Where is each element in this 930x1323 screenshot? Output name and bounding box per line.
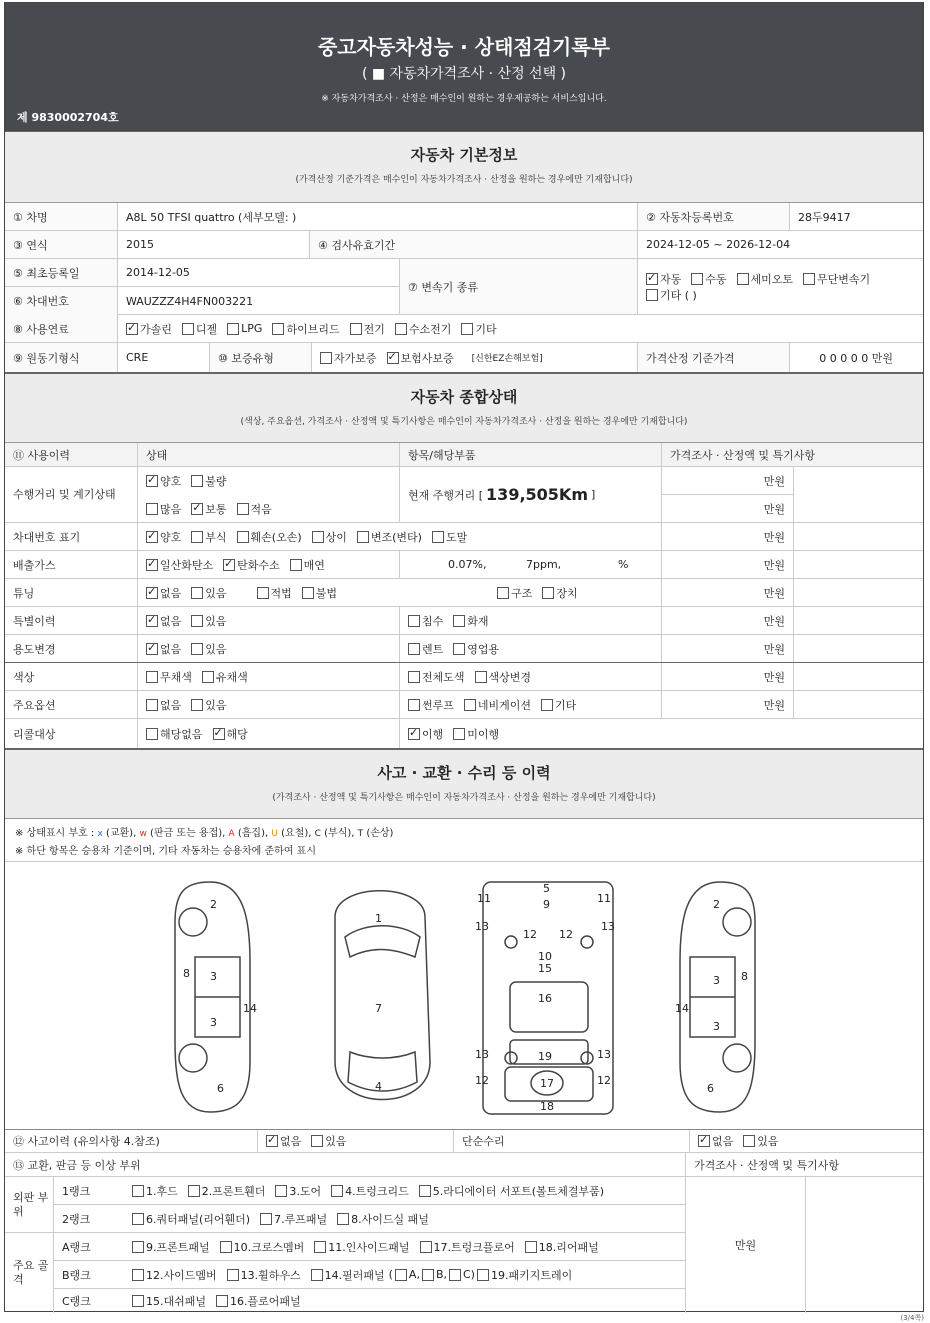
- row-first-reg: [5, 259, 923, 315]
- tuning-structure[interactable]: 구조: [497, 585, 532, 601]
- car-diagram: [5, 861, 923, 1129]
- special-row: [5, 607, 923, 635]
- status-section-header: [5, 373, 923, 443]
- tuning-device[interactable]: 장치: [542, 585, 577, 601]
- status-title: 자동차 종합상태: [410, 388, 518, 406]
- note-cell: [793, 579, 923, 606]
- repair-label: 단순수리: [453, 1130, 689, 1152]
- passenger-note: ※ 하단 항목은 승용차 기준이며, 기타 자동차는 승용차에 준하여 표시: [15, 846, 316, 857]
- usage-options: [137, 635, 399, 662]
- document-header: [5, 3, 923, 131]
- legend-sym-scratch: A: [228, 829, 235, 839]
- legend-sym-damage: T: [357, 829, 364, 839]
- fuel-label: ⑧ 사용연료: [5, 315, 117, 342]
- part-label-14: 14: [243, 1002, 257, 1015]
- vin-damage[interactable]: 훼손(오손): [237, 529, 302, 545]
- accident-history-row: [5, 1129, 923, 1153]
- warranty-options: [311, 343, 637, 372]
- usage-row: [5, 635, 923, 663]
- pillar-c[interactable]: C): [449, 1268, 475, 1281]
- tuning-none[interactable]: ✓ 없음: [146, 585, 181, 601]
- tuning-legal[interactable]: 적법: [257, 585, 292, 601]
- rankA-trunkfloor[interactable]: 17.트렁크플로어: [420, 1239, 515, 1255]
- vin-mark-options: [137, 523, 661, 550]
- rankB-label: B랭크: [62, 1268, 91, 1282]
- part-label-3a: 3: [210, 970, 217, 983]
- emission-co[interactable]: ✓ 일산화탄소: [146, 557, 213, 573]
- status-subtitle: (색상, 주요옵션, 가격조사 · 산정액 및 특기사항은 매수인이 자동차가격조사 · 산정을 원하는 경우에만 기재합니다): [240, 417, 688, 427]
- level-high[interactable]: 많음: [146, 501, 181, 517]
- part-label-5: 5: [543, 882, 550, 895]
- mileage-row: [5, 467, 923, 523]
- unit: 만원: [661, 635, 793, 662]
- options-options: [137, 691, 399, 718]
- emission-row: [5, 551, 923, 579]
- part-label-11b: 11: [597, 892, 611, 905]
- part-label-7: 7: [375, 1002, 382, 1015]
- parts-table: [5, 1177, 923, 1313]
- warranty-self[interactable]: 자가보증: [320, 350, 377, 366]
- recall-row: [5, 719, 923, 749]
- first-reg-label: ⑤ 최초등록일: [5, 259, 117, 287]
- options-other[interactable]: 기타: [541, 697, 576, 713]
- special-yes[interactable]: 있음: [191, 613, 226, 629]
- rankA-label: A랭크: [62, 1240, 91, 1254]
- emission-label: 배출가스: [13, 558, 56, 572]
- part-label-13d: 13: [597, 1048, 611, 1061]
- part-label-2r: 2: [713, 898, 720, 911]
- vin-mark-label: 차대번호 표기: [13, 530, 81, 544]
- inspect-label: ④ 검사유효기간: [309, 231, 637, 258]
- usage-rent[interactable]: 렌트: [408, 641, 443, 657]
- vin-diff[interactable]: 상이: [312, 529, 347, 545]
- unit: 만원: [661, 495, 793, 523]
- part-label-15: 15: [538, 962, 552, 975]
- rankB-row: B랭크 12.사이드멤버 13.휠하우스 14.필러패널 ( A, B, C) 19.패키지트레이: [53, 1261, 685, 1289]
- color-achromatic[interactable]: 무채색: [146, 669, 192, 685]
- trans-options: [637, 259, 923, 314]
- special-label: 특별이력: [13, 614, 56, 628]
- parts-note: [805, 1177, 923, 1313]
- part-label-10: 10: [538, 950, 552, 963]
- accident-title: 사고 · 교환 · 수리 등 이력: [377, 764, 551, 782]
- part-label-8r: 8: [741, 970, 748, 983]
- part-label-17: 17: [540, 1077, 554, 1090]
- row-year: [5, 231, 923, 259]
- rankC-row: [53, 1289, 685, 1313]
- parts-price-label: 가격조사 · 산정액 및 특기사항: [685, 1153, 923, 1176]
- tuning-options: [137, 579, 661, 606]
- note-cell: [793, 691, 923, 718]
- part-label-12a: 12: [523, 928, 537, 941]
- page-mark: (3/4쪽): [900, 1314, 924, 1322]
- tuning-row: [5, 579, 923, 607]
- part-label-12d: 12: [597, 1074, 611, 1087]
- options-label: 주요옵션: [13, 698, 56, 712]
- rankB-pillar[interactable]: 14.필러패널: [311, 1267, 385, 1283]
- mileage-gauge: [137, 467, 399, 495]
- rankA-cross[interactable]: 10.크로스멤버: [220, 1239, 305, 1255]
- level-normal[interactable]: ✓ 보통: [191, 501, 226, 517]
- color-types: [399, 663, 661, 690]
- fuel-hybrid[interactable]: 하이브리드: [272, 321, 339, 337]
- trans-auto[interactable]: ✓ 자동: [646, 271, 681, 287]
- trans-label: ⑦ 변속기 종류: [399, 259, 637, 314]
- rankB-sidemember[interactable]: 12.사이드멤버: [132, 1267, 217, 1283]
- special-types: [399, 607, 661, 634]
- accident-section-header: [5, 749, 923, 819]
- rank2-quarter[interactable]: 6.쿼터패널(리어휀더): [132, 1211, 250, 1227]
- fuel-other[interactable]: 기타: [461, 321, 496, 337]
- usage-none[interactable]: ✓ 없음: [146, 641, 181, 657]
- special-fire[interactable]: 화재: [453, 613, 488, 629]
- row-car-name: [5, 203, 923, 231]
- note-cell: [793, 551, 923, 578]
- vin-alter[interactable]: 변조(변타): [357, 529, 422, 545]
- tuning-yes[interactable]: 있음: [191, 585, 226, 601]
- gauge-bad[interactable]: 불량: [191, 473, 226, 489]
- rank1-fender[interactable]: 2.프론트휀더: [188, 1183, 266, 1199]
- recall-label: 리콜대상: [13, 727, 56, 741]
- color-full-paint[interactable]: 전체도색: [408, 669, 465, 685]
- row-fuel: [5, 315, 923, 343]
- parts-label: ⑬ 교환, 판금 등 이상 부위: [13, 1158, 141, 1172]
- rank1-trunk[interactable]: 4.트렁크리드: [331, 1183, 409, 1199]
- vin-label: ⑥ 차대번호: [5, 287, 117, 315]
- rank1-row: [53, 1177, 685, 1205]
- rankC-dash[interactable]: 15.대쉬패널: [132, 1293, 206, 1309]
- inspect-value: 2024-12-05 ~ 2026-12-04: [637, 231, 923, 258]
- document-number: 제 9830002704호: [17, 111, 119, 124]
- col-item: 항목/해당부품: [399, 443, 661, 466]
- part-label-1: 1: [375, 912, 382, 925]
- note-cell: [793, 663, 923, 690]
- rankA-front[interactable]: 9.프론트패널: [132, 1239, 210, 1255]
- fuel-hydrogen[interactable]: 수소전기: [395, 321, 452, 337]
- rankC-floor[interactable]: 16.플로어패널: [216, 1293, 301, 1309]
- fuel-options: [117, 315, 923, 342]
- status-header-row: [5, 443, 923, 467]
- rankA-rear[interactable]: 18.리어패널: [525, 1239, 599, 1255]
- pillar-a[interactable]: A,: [395, 1268, 420, 1281]
- vin-smear[interactable]: 도말: [432, 529, 467, 545]
- col-state: 상태: [137, 443, 399, 466]
- recall-applicable[interactable]: ✓ 해당: [213, 726, 248, 742]
- part-label-6r: 6: [707, 1082, 714, 1095]
- repair-options: [689, 1130, 923, 1152]
- reg-no-label: ② 자동차등록번호: [637, 203, 789, 230]
- options-types: [399, 691, 661, 718]
- part-label-6: 6: [217, 1082, 224, 1095]
- rankA-inside[interactable]: 11.인사이드패널: [314, 1239, 409, 1255]
- first-reg-value: 2014-12-05: [117, 259, 399, 287]
- recall-options: [137, 719, 399, 748]
- emission-options: [137, 551, 399, 578]
- insurer-name: [신한EZ손해보험]: [471, 354, 543, 364]
- price-label: 가격산정 기준가격: [637, 343, 789, 372]
- rank1-radiator[interactable]: 5.라디에이터 서포트(볼트체결부품): [419, 1183, 604, 1199]
- note-cell: [793, 607, 923, 634]
- legend-sym-exchange: x: [97, 829, 103, 839]
- color-row: [5, 663, 923, 691]
- fuel-lpg[interactable]: LPG: [227, 322, 262, 335]
- unit: 만원: [661, 551, 793, 578]
- part-label-12c: 12: [475, 1074, 489, 1087]
- accident-subtitle: (가격조사 · 산정액 및 특기사항은 매수인이 자동차가격조사 · 산정을 원하는 경우에만 기재합니다): [272, 793, 656, 803]
- part-label-13a: 13: [475, 920, 489, 933]
- unit: 만원: [661, 607, 793, 634]
- options-sunroof[interactable]: 썬루프: [408, 697, 454, 713]
- special-options: [137, 607, 399, 634]
- warranty-label: ⑩ 보증유형: [209, 343, 311, 372]
- service-notice: ※ 자동차가격조사 · 산정은 매수인이 원하는 경우제공하는 서비스입니다.: [321, 94, 607, 104]
- usage-label: 용도변경: [13, 642, 56, 656]
- color-change[interactable]: 색상변경: [475, 669, 532, 685]
- repair-yes[interactable]: 있음: [743, 1133, 778, 1149]
- outer-label: 외판 부위: [5, 1177, 53, 1233]
- options-yes[interactable]: 있음: [191, 697, 226, 713]
- usage-types: [399, 635, 661, 662]
- rankB-wheelhouse[interactable]: 13.휠하우스: [227, 1267, 301, 1283]
- recall-not-done[interactable]: 미이행: [453, 726, 499, 742]
- recall-none[interactable]: 해당없음: [146, 726, 203, 742]
- basic-info-subtitle: (가격산정 기준가격은 매수인이 자동차가격조사 · 산정을 원하는 경우에만 기재합니다): [295, 175, 633, 185]
- fuel-electric[interactable]: 전기: [350, 321, 385, 337]
- part-label-8: 8: [183, 967, 190, 980]
- price-value: 0 0 0 0 0 만원: [789, 343, 923, 372]
- vin-good[interactable]: ✓ 양호: [146, 529, 181, 545]
- rank2-label: 2랭크: [62, 1212, 91, 1226]
- year-label: ③ 연식: [5, 231, 117, 258]
- document-title: 중고자동차성능 · 상태점검기록부: [317, 35, 610, 59]
- part-label-13c: 13: [475, 1048, 489, 1061]
- parts-unit: 만원: [685, 1177, 805, 1313]
- trans-semi[interactable]: 세미오토: [737, 271, 794, 287]
- history-none[interactable]: ✓ 없음: [266, 1133, 301, 1149]
- history-yes[interactable]: 있음: [311, 1133, 346, 1149]
- engine-value: CRE: [117, 343, 209, 372]
- rank1-label: 1랭크: [62, 1184, 91, 1198]
- basic-info-title: 자동차 기본정보: [410, 146, 518, 164]
- special-flood[interactable]: 침수: [408, 613, 443, 629]
- unit: 만원: [661, 691, 793, 718]
- part-label-3b: 3: [210, 1016, 217, 1029]
- tuning-label: 튜닝: [13, 586, 35, 600]
- unit: 만원: [661, 663, 793, 690]
- special-none[interactable]: ✓ 없음: [146, 613, 181, 629]
- trans-manual[interactable]: 수동: [691, 271, 726, 287]
- fuel-gasoline[interactable]: ✓ 가솔린: [126, 321, 172, 337]
- part-label-9: 9: [543, 898, 550, 911]
- col-price: 가격조사 · 산정액 및 특기사항: [661, 443, 923, 466]
- car-parts-diagram: [5, 862, 923, 1130]
- history-options: [257, 1130, 453, 1152]
- part-label-12b: 12: [559, 928, 573, 941]
- part-label-4: 4: [375, 1080, 382, 1093]
- vin-value: WAUZZZ4H4FN003221: [117, 287, 399, 315]
- options-row: [5, 691, 923, 719]
- unit: 만원: [661, 523, 793, 550]
- parts-header-row: [5, 1153, 923, 1177]
- car-name-value: A8L 50 TFSI quattro (세부모델: ): [117, 203, 637, 230]
- color-label: 색상: [13, 670, 35, 684]
- fuel-diesel[interactable]: 디젤: [182, 321, 217, 337]
- usage-business[interactable]: 영업용: [453, 641, 499, 657]
- recall-types: [399, 719, 923, 748]
- year-value: 2015: [117, 231, 309, 258]
- gauge-good[interactable]: ✓ 양호: [146, 473, 181, 489]
- part-label-18: 18: [540, 1100, 554, 1113]
- car-name-label: ① 차명: [5, 203, 117, 230]
- part-label-3c: 3: [713, 974, 720, 987]
- level-low[interactable]: 적음: [237, 501, 272, 517]
- legend-sym-rust: C: [314, 829, 321, 839]
- part-label-14r: 14: [675, 1002, 689, 1015]
- rank2-sidesill[interactable]: 8.사이드실 패널: [337, 1211, 429, 1227]
- recall-done[interactable]: ✓ 이행: [408, 726, 443, 742]
- pillar-b[interactable]: B,: [422, 1268, 447, 1281]
- emission-values: 0.07%, 7ppm, %: [399, 551, 661, 578]
- main-label: 주요 골격: [13, 1259, 49, 1286]
- mileage-level: [137, 495, 399, 523]
- part-label-13b: 13: [601, 920, 615, 933]
- part-label-3d: 3: [713, 1020, 720, 1033]
- col-history: ⑪ 사용이력: [13, 448, 71, 462]
- mileage-label: 수행거리 및 계기상태: [13, 487, 116, 501]
- vin-rust[interactable]: 부식: [191, 529, 226, 545]
- legend-sym-dent: U: [271, 829, 278, 839]
- usage-yes[interactable]: 있음: [191, 641, 226, 657]
- row-engine: [5, 343, 923, 373]
- unit: 만원: [661, 579, 793, 606]
- basic-info-section-header: [5, 131, 923, 203]
- legend-sym-weld: w: [139, 829, 147, 839]
- part-label-16: 16: [538, 992, 552, 1005]
- rank2-row: [53, 1205, 685, 1233]
- engine-label: ⑨ 원동기형식: [5, 343, 117, 372]
- rankB-package[interactable]: 19.패키지트레이: [477, 1267, 572, 1283]
- part-label-2: 2: [210, 898, 217, 911]
- history-label: ⑫ 사고이력 (유의사항 4.참조): [13, 1135, 160, 1148]
- trans-other[interactable]: 기타 ( ): [646, 287, 697, 303]
- part-label-11a: 11: [477, 892, 491, 905]
- emission-smoke[interactable]: 매연: [290, 557, 325, 573]
- rank2-roof[interactable]: 7.루프패널: [260, 1211, 327, 1227]
- part-label-19: 19: [538, 1050, 552, 1063]
- note-cell: [793, 635, 923, 662]
- trans-cvt[interactable]: 무단변속기: [803, 271, 870, 287]
- options-navi[interactable]: 네비게이션: [464, 697, 531, 713]
- mileage-value: 현재 주행거리 [ 139,505Km ]: [399, 467, 661, 522]
- reg-no-value: 28두9417: [789, 203, 923, 230]
- legend-line: ※ 상태표시 부호 : x (교환), w (판금 또는 용접), A (흠집), U (요철), C (부식), T (손상): [15, 828, 394, 839]
- color-options: [137, 663, 399, 690]
- note-cell: [793, 467, 923, 522]
- options-none[interactable]: 없음: [146, 697, 181, 713]
- rankC-label: C랭크: [62, 1295, 91, 1308]
- document-subtitle: ( ■ 자동차가격조사 · 산정 선택 ): [361, 66, 567, 82]
- tuning-illegal[interactable]: 불법: [302, 585, 337, 601]
- inspection-record: [4, 2, 924, 1312]
- warranty-insurer[interactable]: ✓ 보험사보증: [387, 350, 454, 366]
- rank1-hood[interactable]: 1.후드: [132, 1183, 178, 1199]
- emission-hc[interactable]: ✓ 탄화수소: [223, 557, 280, 573]
- color-chromatic[interactable]: 유채색: [202, 669, 248, 685]
- rank1-door[interactable]: 3.도어: [275, 1183, 321, 1199]
- unit: 만원: [661, 467, 793, 495]
- repair-none[interactable]: ✓ 없음: [698, 1133, 733, 1149]
- note-cell: [793, 523, 923, 550]
- rankA-row: [53, 1233, 685, 1261]
- vin-mark-row: [5, 523, 923, 551]
